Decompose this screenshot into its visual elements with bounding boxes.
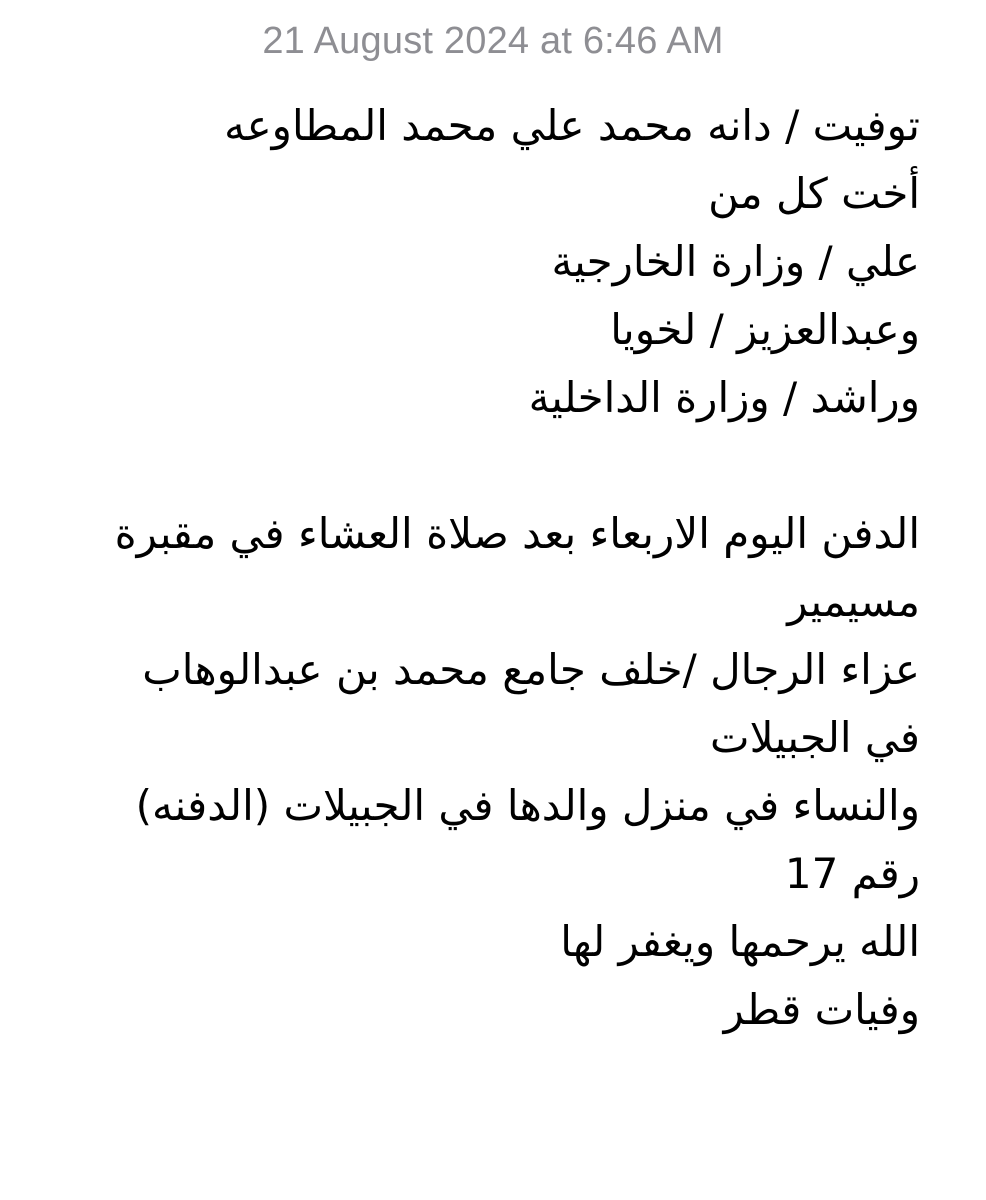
note-line-14: وفيات قطر	[723, 985, 920, 1034]
note-timestamp: 21 August 2024 at 6:46 AM	[262, 20, 724, 62]
note-line-3: علي / وزارة الخارجية	[551, 237, 920, 286]
note-line-9: عزاء الرجال /خلف جامع محمد بن عبدالوهاب	[142, 645, 920, 694]
note-line-8: مسيمير	[787, 577, 920, 626]
note-line-10: في الجبيلات	[710, 713, 920, 762]
note-body[interactable]	[60, 92, 920, 1044]
note-line-2: أخت كل من	[708, 169, 920, 218]
note-line-13: الله يرحمها ويغفر لها	[560, 917, 920, 966]
note-line-11: والنساء في منزل والدها في الجبيلات (الدفنه)	[135, 781, 920, 830]
note-line-5: وراشد / وزارة الداخلية	[528, 373, 920, 422]
note-blank-line	[60, 432, 920, 500]
note-line-12: رقم 17	[784, 849, 920, 898]
note-line-7: الدفن اليوم الاربعاء بعد صلاة العشاء في مقبرة	[114, 509, 920, 558]
note-line-4: وعبدالعزيز / لخويا	[610, 305, 920, 354]
note-line-1: توفيت / دانه محمد علي محمد المطاوعه	[224, 101, 920, 150]
